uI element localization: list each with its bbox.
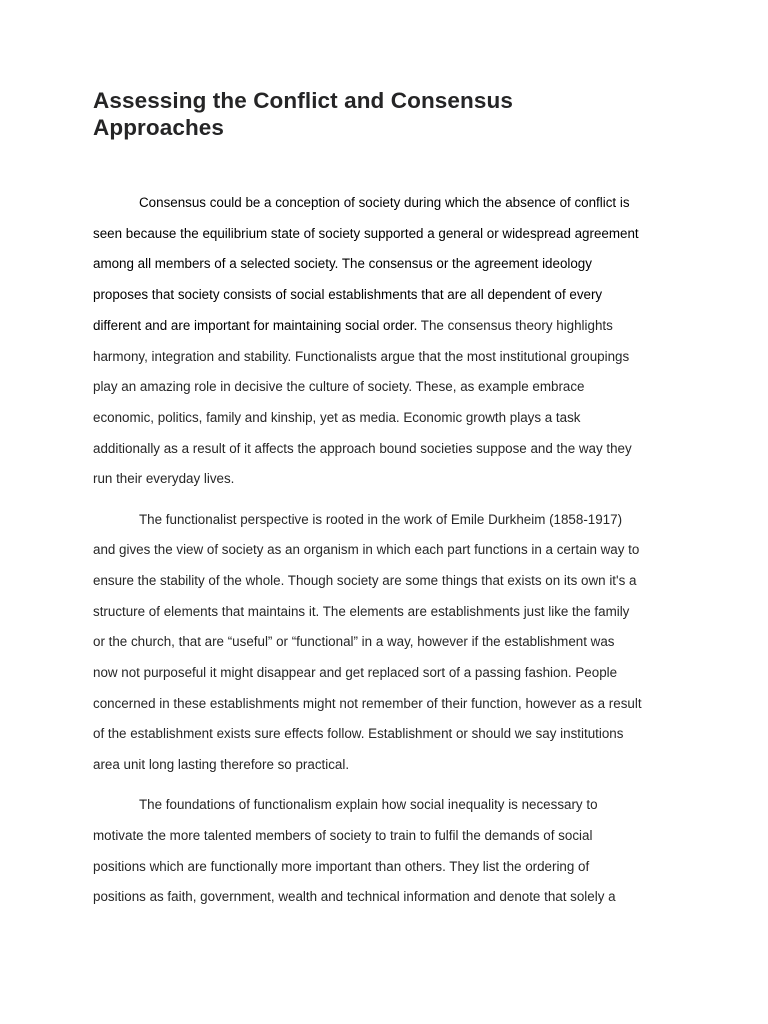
text-line: economic, politics, family and kinship, yet as media. Economic growth plays a task <box>93 409 581 425</box>
text-line: run their everyday lives. <box>93 471 235 487</box>
text-line: and gives the view of society as an organism in which each part functions in a certain way to <box>93 542 640 558</box>
text-line: of the establishment exists sure effects follow. Establishment or should we say institutions <box>93 726 624 742</box>
document-title <box>93 87 653 141</box>
text-line: play an amazing role in decisive the culture of society. These, as example embrace <box>93 379 585 395</box>
title-line: Assessing the Conflict and Consensus <box>93 88 513 113</box>
title-line: Approaches <box>93 115 225 140</box>
text-line: The foundations of functionalism explain how social inequality is necessary to <box>139 797 598 813</box>
text-line: now not purposeful it might disappear and get replaced sort of a passing fashion. People <box>93 665 618 681</box>
text-line: additionally as a result of it affects the approach bound societies suppose and the way they <box>93 440 632 456</box>
text-line: or the church, that are “useful” or “functional” in a way, however if the establishment was <box>93 634 615 650</box>
paragraph-3 <box>93 790 681 913</box>
text-segment: different and are important for maintaining social order. <box>93 317 418 333</box>
text-line: motivate the more talented members of society to train to fulfil the demands of social <box>93 828 593 844</box>
text-line: positions which are functionally more important than others. They list the ordering of <box>93 858 590 874</box>
text-line <box>93 311 681 342</box>
text-line: seen because the equilibrium state of society supported a general or widespread agreement <box>93 225 639 241</box>
text-line: concerned in these establishments might not remember of their function, however as a result <box>93 695 642 711</box>
text-line: Consensus could be a conception of society during which the absence of conflict is <box>139 195 630 210</box>
text-line: structure of elements that maintains it. The elements are establishments just like the family <box>93 603 630 619</box>
text-line: area unit long lasting therefore so practical. <box>93 757 350 773</box>
document-body <box>93 188 681 913</box>
text-segment: The consensus theory highlights <box>417 317 613 333</box>
paragraph-1 <box>93 188 681 495</box>
text-line: The functionalist perspective is rooted in the work of Emile Durkheim (1858-1917) <box>139 511 623 527</box>
text-line: harmony, integration and stability. Functionalists argue that the most institutional groupings <box>93 348 630 364</box>
text-line: positions as faith, government, wealth and technical information and denote that solely a <box>93 889 616 905</box>
text-line: proposes that society consists of social establishments that are all dependent of every <box>93 287 603 303</box>
text-line: ensure the stability of the whole. Though society are some things that exists on its own it's a <box>93 572 637 588</box>
paragraph-2 <box>93 505 681 781</box>
text-line: among all members of a selected society. The consensus or the agreement ideology <box>93 256 592 272</box>
